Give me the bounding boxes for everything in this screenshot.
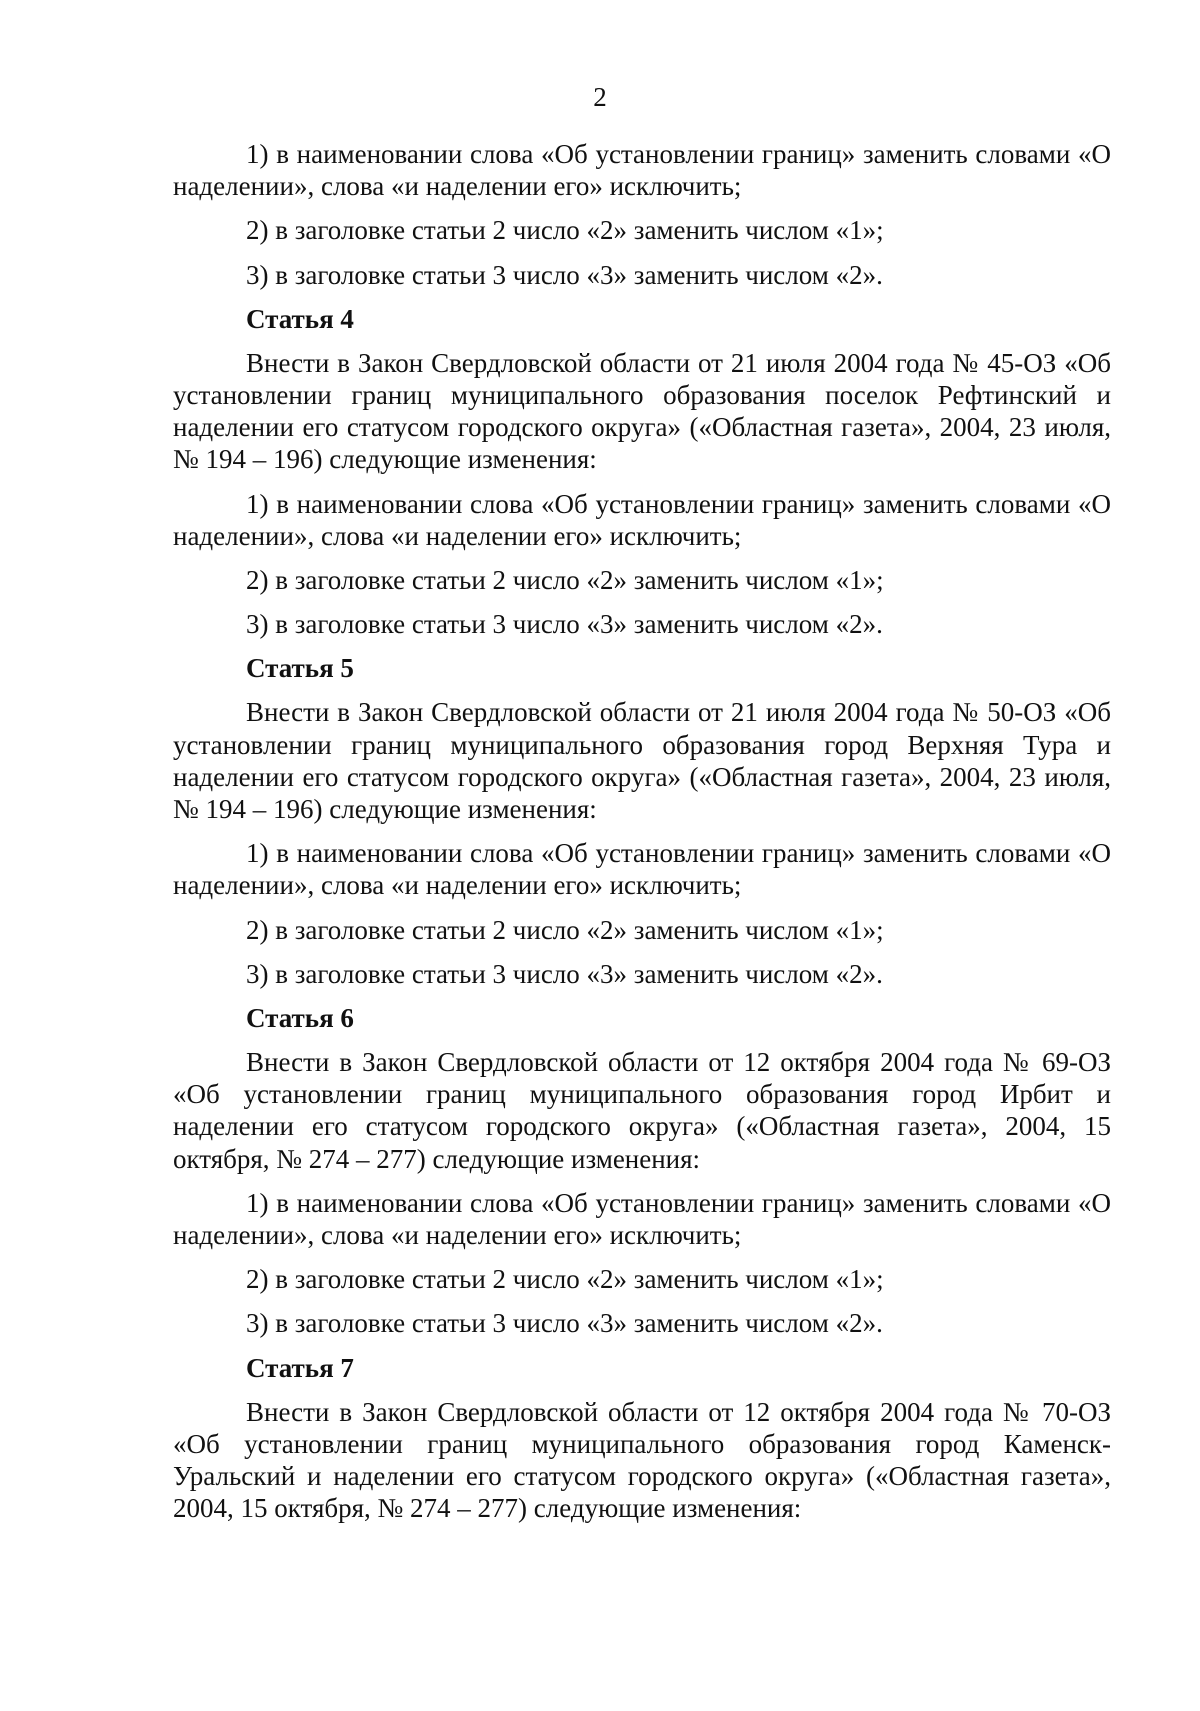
list-item: 1) в наименовании слова «Об установлении границ» заменить словами «О наделении», слова «и наделении его» исключить; <box>173 838 1111 901</box>
list-item: 1) в наименовании слова «Об установлении границ» заменить словами «О наделении», слова «и наделении его» исключить; <box>173 139 1111 202</box>
document-body <box>173 138 1111 1537</box>
article-heading: Статья 5 <box>246 653 354 684</box>
article-lead-paragraph: Внести в Закон Свердловской области от 21 июля 2004 года № 50-ОЗ «Об установлении границ муниципального образования город Верхняя Тура и наделении его статусом городского округа» («Областная газета», 2004, 23 июля, № 194 – 196) следующие изменения: <box>173 697 1111 825</box>
list-item: 2) в заголовке статьи 2 число «2» заменить числом «1»; <box>246 215 884 246</box>
article-lead-paragraph: Внести в Закон Свердловской области от 12 октября 2004 года № 70-ОЗ «Об установлении границ муниципального образования город Каменск-Уральский и наделении его статусом городского округа» («Областная газета», 2004, 15 октября, № 274 – 277) следующие изменения: <box>173 1396 1111 1524</box>
list-item: 1) в наименовании слова «Об установлении границ» заменить словами «О наделении», слова «и наделении его» исключить; <box>173 1187 1111 1251</box>
article-heading: Статья 6 <box>246 1003 354 1034</box>
article-heading: Статья 7 <box>246 1352 354 1383</box>
list-item: 3) в заголовке статьи 3 число «3» заменить числом «2». <box>246 259 883 290</box>
list-item: 2) в заголовке статьи 2 число «2» заменить числом «1»; <box>246 565 884 596</box>
list-item: 3) в заголовке статьи 3 число «3» заменить числом «2». <box>246 1308 883 1339</box>
page-number: 2 <box>593 82 607 112</box>
list-item: 2) в заголовке статьи 2 число «2» заменить числом «1»; <box>246 1264 884 1295</box>
article-heading: Статья 4 <box>246 303 354 334</box>
list-item: 3) в заголовке статьи 3 число «3» заменить числом «2». <box>246 609 883 640</box>
list-item: 1) в наименовании слова «Об установлении границ» заменить словами «О наделении», слова «и наделении его» исключить; <box>173 488 1111 551</box>
article-lead-paragraph: Внести в Закон Свердловской области от 12 октября 2004 года № 69-ОЗ «Об установлении границ муниципального образования город Ирбит и наделении его статусом городского округа» («Областная газета», 2004, 15 октября, № 274 – 277) следующие изменения: <box>173 1047 1111 1174</box>
article-lead-paragraph: Внести в Закон Свердловской области от 21 июля 2004 года № 45-ОЗ «Об установлении границ муниципального образования поселок Рефтинский и наделении его статусом городского округа» («Областная газета», 2004, 23 июля, № 194 – 196) следующие изменения: <box>173 347 1111 475</box>
list-item: 2) в заголовке статьи 2 число «2» заменить числом «1»; <box>246 914 884 945</box>
list-item: 3) в заголовке статьи 3 число «3» заменить числом «2». <box>246 958 883 989</box>
